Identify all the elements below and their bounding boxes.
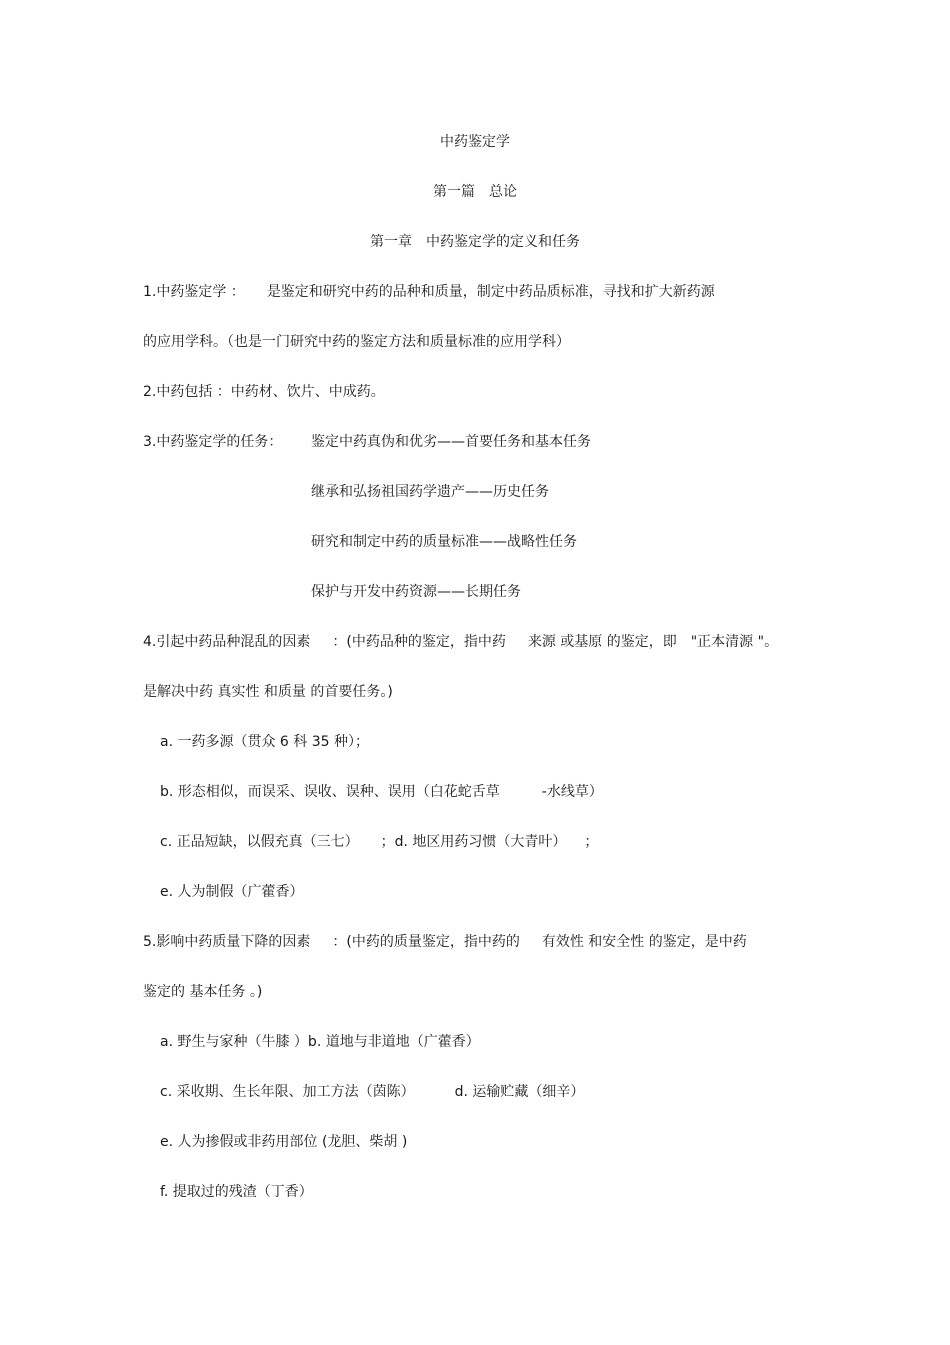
task-4: 保护与开发中药资源——长期任务 xyxy=(311,584,521,600)
task-1: 鉴定中药真伪和优劣——首要任务和基本任务 xyxy=(311,434,591,450)
item-5-c: c. 采收期、生长年限、加工方法（茵陈） xyxy=(160,1084,415,1100)
item-5-continuation: 鉴定的 基本任务 。) xyxy=(143,984,263,1000)
item-5-f: f. 提取过的残渣（丁香） xyxy=(160,1184,313,1200)
item-5-d: d. 运输贮藏（细辛） xyxy=(454,1084,585,1100)
item-5-p1: ：(中药的质量鉴定，指中药的 xyxy=(332,934,520,950)
item-4-c: c. 正品短缺，以假充真（三七） xyxy=(160,834,359,850)
item-5-e: e. 人为掺假或非药用部位 (龙胆、柴胡 ) xyxy=(160,1134,408,1150)
item-5-a-b: a. 野生与家种（牛膝 ）b. 道地与非道地（广藿香） xyxy=(160,1034,480,1050)
item-4-p2: 来源 或基原 的鉴定，即 xyxy=(527,634,677,650)
item-1-text: 是鉴定和研究中药的品种和质量，制定中药品质标准，寻找和扩大新药源 xyxy=(266,284,715,300)
item-4-c-d xyxy=(160,832,598,852)
item-1-continuation: 的应用学科。（也是一门研究中药的鉴定方法和质量标准的应用学科） xyxy=(143,334,570,350)
item-4-p3: "正本清源 "。 xyxy=(690,634,779,650)
part-label: 第一篇 xyxy=(433,184,475,200)
item-5 xyxy=(143,932,747,952)
document-title: 中药鉴定学 xyxy=(440,134,510,150)
chapter-label: 第一章 xyxy=(370,234,412,250)
item-1 xyxy=(143,282,715,302)
item-4-e: e. 人为制假（广藿香） xyxy=(160,884,304,900)
item-1-head: 1.中药鉴定学 ： xyxy=(143,284,245,300)
item-4-b-main: b. 形态相似，而误采、误收、误种、误用（白花蛇舌草 xyxy=(160,784,500,800)
item-3-head: 3.中药鉴定学的任务： xyxy=(143,434,283,450)
item-4-p1: ：(中药品种的鉴定，指中药 xyxy=(332,634,506,650)
part-name: 总论 xyxy=(489,184,517,200)
item-4-b xyxy=(160,782,603,802)
item-4-d: ；d. 地区用药习惯（大青叶） xyxy=(380,834,567,850)
item-4-b-tail: -水线草） xyxy=(541,784,603,800)
item-4-d-end: ； xyxy=(584,834,599,850)
task-3: 研究和制定中药的质量标准——战略性任务 xyxy=(311,534,577,550)
part-heading xyxy=(0,182,950,202)
item-5-p2: 有效性 和安全性 的鉴定，是中药 xyxy=(541,934,747,950)
task-2: 继承和弘扬祖国药学遗产——历史任务 xyxy=(311,484,549,500)
chapter-name: 中药鉴定学的定义和任务 xyxy=(426,234,580,250)
item-5-c-d xyxy=(160,1082,584,1102)
item-4 xyxy=(143,632,778,652)
item-4-continuation: 是解决中药 真实性 和质量 的首要任务。) xyxy=(143,684,393,700)
item-2: 2.中药包括 ：中药材、饮片、中成药。 xyxy=(143,384,385,400)
chapter-heading xyxy=(0,232,950,252)
item-5-head: 5.影响中药质量下降的因素 xyxy=(143,934,311,950)
item-4-head: 4.引起中药品种混乱的因素 xyxy=(143,634,311,650)
item-4-a: a. 一药多源（贯众 6 科 35 种）； xyxy=(160,734,370,750)
